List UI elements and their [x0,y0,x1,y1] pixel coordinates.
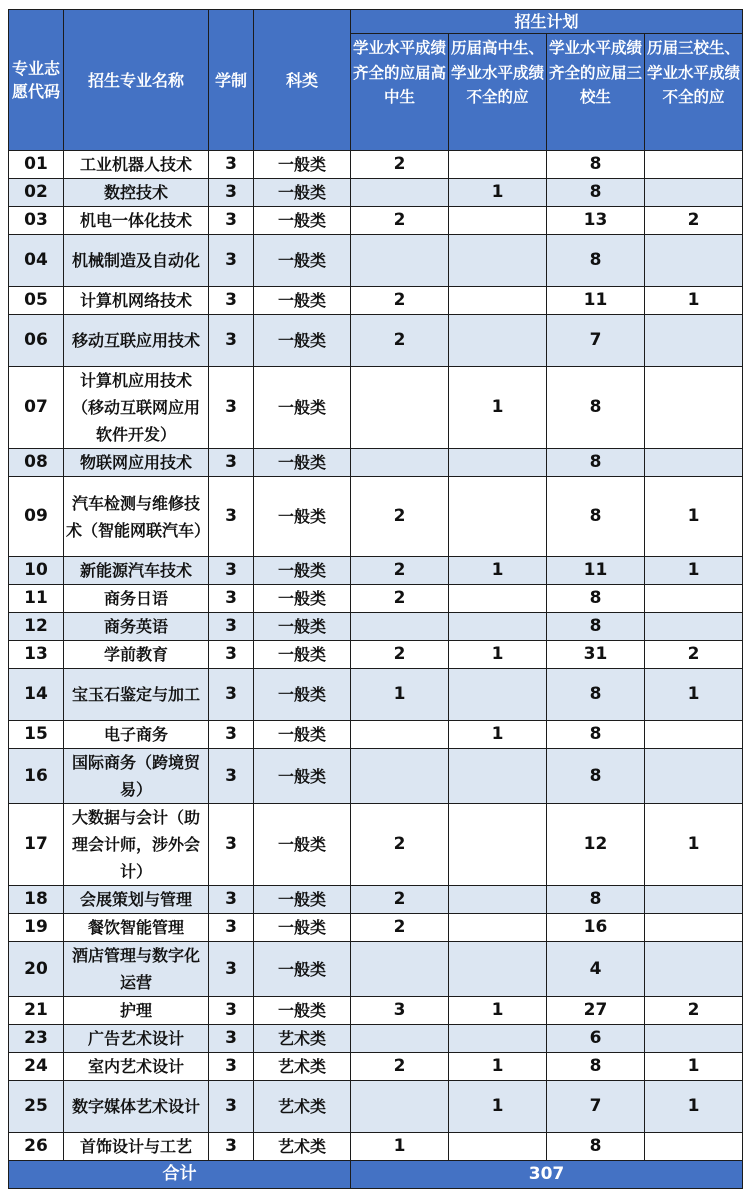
table-row [9,315,743,367]
row-fresh-highschool: 2 [351,1053,449,1081]
row-past-highschool [449,749,547,804]
row-category: 一般类 [254,235,351,287]
row-past-threeschool: 2 [645,207,743,235]
row-past-highschool [449,287,547,315]
header-years: 学制 [209,10,254,151]
row-name: 宝玉石鉴定与加工 [64,669,209,721]
row-fresh-highschool: 2 [351,207,449,235]
table-row [9,997,743,1025]
row-past-threeschool [645,151,743,179]
table-body [9,151,743,1161]
row-category: 一般类 [254,179,351,207]
table-row [9,749,743,804]
row-category: 一般类 [254,942,351,997]
row-past-threeschool: 1 [645,804,743,886]
row-past-threeschool [645,449,743,477]
row-category: 艺术类 [254,1081,351,1133]
row-category: 艺术类 [254,1053,351,1081]
row-past-highschool [449,315,547,367]
table-row [9,1133,743,1161]
row-category: 一般类 [254,315,351,367]
row-code: 04 [9,235,64,287]
table-row [9,179,743,207]
row-years: 3 [209,179,254,207]
table-row [9,235,743,287]
row-past-threeschool: 1 [645,1053,743,1081]
row-past-threeschool: 1 [645,477,743,557]
row-fresh-highschool [351,235,449,287]
row-years: 3 [209,749,254,804]
row-past-highschool: 1 [449,557,547,585]
row-years: 3 [209,557,254,585]
row-name: 计算机应用技术（移动互联网应用软件开发） [64,367,209,449]
row-category: 一般类 [254,914,351,942]
row-past-highschool: 1 [449,367,547,449]
row-years: 3 [209,235,254,287]
table-row [9,613,743,641]
row-years: 3 [209,315,254,367]
row-code: 13 [9,641,64,669]
row-fresh-highschool [351,1025,449,1053]
row-fresh-threeschool: 8 [547,235,645,287]
row-name: 国际商务（跨境贸易） [64,749,209,804]
row-fresh-threeschool: 8 [547,721,645,749]
row-category: 一般类 [254,449,351,477]
table-row [9,449,743,477]
row-past-threeschool [645,235,743,287]
row-fresh-highschool [351,367,449,449]
row-code: 11 [9,585,64,613]
row-name: 物联网应用技术 [64,449,209,477]
row-fresh-threeschool: 8 [547,179,645,207]
row-past-highschool [449,1133,547,1161]
row-name: 计算机网络技术 [64,287,209,315]
table-row [9,1053,743,1081]
row-past-threeschool [645,942,743,997]
row-past-highschool [449,151,547,179]
row-past-highschool [449,914,547,942]
row-name: 移动互联应用技术 [64,315,209,367]
header-category: 科类 [254,10,351,151]
table-row [9,477,743,557]
row-fresh-threeschool: 11 [547,557,645,585]
row-name: 数字媒体艺术设计 [64,1081,209,1133]
row-fresh-threeschool: 8 [547,585,645,613]
row-fresh-highschool: 2 [351,557,449,585]
row-fresh-highschool [351,449,449,477]
row-years: 3 [209,585,254,613]
row-past-highschool [449,477,547,557]
row-code: 01 [9,151,64,179]
row-code: 26 [9,1133,64,1161]
row-name: 首饰设计与工艺 [64,1133,209,1161]
row-fresh-highschool [351,721,449,749]
table-row [9,914,743,942]
row-category: 一般类 [254,557,351,585]
row-past-threeschool [645,749,743,804]
row-past-highschool: 1 [449,641,547,669]
row-code: 24 [9,1053,64,1081]
row-fresh-highschool: 2 [351,287,449,315]
row-fresh-threeschool: 13 [547,207,645,235]
row-fresh-threeschool: 8 [547,1053,645,1081]
row-name: 餐饮智能管理 [64,914,209,942]
row-code: 03 [9,207,64,235]
row-years: 3 [209,1025,254,1053]
row-past-highschool [449,804,547,886]
table-row [9,942,743,997]
row-past-threeschool: 2 [645,641,743,669]
row-fresh-threeschool: 8 [547,477,645,557]
total-value: 307 [351,1161,743,1189]
row-fresh-threeschool: 8 [547,449,645,477]
row-fresh-highschool: 2 [351,315,449,367]
row-code: 02 [9,179,64,207]
row-fresh-threeschool: 27 [547,997,645,1025]
row-category: 一般类 [254,151,351,179]
row-fresh-highschool: 2 [351,886,449,914]
row-years: 3 [209,942,254,997]
row-past-highschool [449,449,547,477]
row-past-threeschool [645,179,743,207]
row-years: 3 [209,997,254,1025]
row-years: 3 [209,151,254,179]
row-code: 10 [9,557,64,585]
row-code: 15 [9,721,64,749]
row-years: 3 [209,1053,254,1081]
table-row [9,287,743,315]
row-years: 3 [209,477,254,557]
row-fresh-highschool: 2 [351,151,449,179]
row-fresh-threeschool: 31 [547,641,645,669]
table-row [9,721,743,749]
row-past-threeschool [645,367,743,449]
row-category: 一般类 [254,477,351,557]
row-past-highschool [449,669,547,721]
row-name: 室内艺术设计 [64,1053,209,1081]
row-fresh-threeschool: 12 [547,804,645,886]
row-category: 一般类 [254,886,351,914]
row-fresh-highschool [351,179,449,207]
row-code: 20 [9,942,64,997]
header-plan: 招生计划 [351,10,743,34]
table-row [9,367,743,449]
table-row [9,1025,743,1053]
table-row [9,207,743,235]
table-row [9,669,743,721]
table-row [9,557,743,585]
row-category: 一般类 [254,367,351,449]
row-years: 3 [209,886,254,914]
row-fresh-highschool [351,613,449,641]
row-fresh-threeschool: 8 [547,151,645,179]
header-code: 专业志愿代码 [9,10,64,151]
row-fresh-highschool: 2 [351,477,449,557]
row-past-highschool: 1 [449,721,547,749]
row-fresh-threeschool: 6 [547,1025,645,1053]
row-fresh-highschool: 2 [351,585,449,613]
row-years: 3 [209,804,254,886]
row-past-threeschool: 1 [645,1081,743,1133]
row-name: 大数据与会计（助理会计师，涉外会计） [64,804,209,886]
row-years: 3 [209,1081,254,1133]
row-category: 艺术类 [254,1025,351,1053]
row-code: 25 [9,1081,64,1133]
row-fresh-highschool: 2 [351,804,449,886]
header-sub-2: 历届高中生、学业水平成绩不全的应 [449,34,547,151]
row-past-highschool [449,942,547,997]
row-category: 一般类 [254,997,351,1025]
row-category: 一般类 [254,287,351,315]
row-code: 12 [9,613,64,641]
row-fresh-threeschool: 8 [547,886,645,914]
total-label: 合计 [9,1161,351,1189]
table-row [9,641,743,669]
row-code: 19 [9,914,64,942]
row-past-threeschool: 1 [645,669,743,721]
row-code: 23 [9,1025,64,1053]
row-past-threeschool [645,914,743,942]
row-fresh-threeschool: 7 [547,1081,645,1133]
row-years: 3 [209,287,254,315]
row-fresh-highschool [351,1081,449,1133]
row-name: 学前教育 [64,641,209,669]
row-past-threeschool [645,721,743,749]
row-name: 机电一体化技术 [64,207,209,235]
row-fresh-threeschool: 8 [547,669,645,721]
header-sub-4: 历届三校生、学业水平成绩不全的应 [645,34,743,151]
row-past-highschool [449,886,547,914]
row-code: 18 [9,886,64,914]
row-fresh-threeschool: 4 [547,942,645,997]
row-name: 会展策划与管理 [64,886,209,914]
row-category: 一般类 [254,804,351,886]
table-row [9,804,743,886]
row-category: 一般类 [254,207,351,235]
row-years: 3 [209,669,254,721]
row-past-threeschool: 1 [645,557,743,585]
row-past-highschool: 1 [449,997,547,1025]
row-fresh-highschool: 1 [351,1133,449,1161]
row-fresh-threeschool: 8 [547,749,645,804]
row-fresh-threeschool: 16 [547,914,645,942]
row-category: 一般类 [254,669,351,721]
row-years: 3 [209,721,254,749]
row-code: 21 [9,997,64,1025]
row-fresh-highschool [351,749,449,804]
row-code: 14 [9,669,64,721]
row-name: 新能源汽车技术 [64,557,209,585]
row-code: 07 [9,367,64,449]
row-years: 3 [209,613,254,641]
row-years: 3 [209,207,254,235]
row-code: 17 [9,804,64,886]
row-name: 商务英语 [64,613,209,641]
row-years: 3 [209,1133,254,1161]
row-fresh-threeschool: 11 [547,287,645,315]
row-code: 16 [9,749,64,804]
row-category: 一般类 [254,641,351,669]
row-category: 艺术类 [254,1133,351,1161]
header-name: 招生专业名称 [64,10,209,151]
row-fresh-threeschool: 8 [547,613,645,641]
row-category: 一般类 [254,721,351,749]
row-name: 工业机器人技术 [64,151,209,179]
row-past-threeschool [645,1133,743,1161]
row-past-highschool [449,235,547,287]
row-name: 电子商务 [64,721,209,749]
row-past-threeschool: 2 [645,997,743,1025]
row-category: 一般类 [254,749,351,804]
row-category: 一般类 [254,613,351,641]
row-past-threeschool [645,315,743,367]
row-past-highschool: 1 [449,1053,547,1081]
row-fresh-threeschool: 8 [547,367,645,449]
row-past-threeschool: 1 [645,287,743,315]
row-years: 3 [209,449,254,477]
table-row [9,1081,743,1133]
row-fresh-threeschool: 7 [547,315,645,367]
row-code: 09 [9,477,64,557]
row-fresh-threeschool: 8 [547,1133,645,1161]
row-code: 08 [9,449,64,477]
row-category: 一般类 [254,585,351,613]
row-fresh-highschool: 1 [351,669,449,721]
row-past-threeschool [645,886,743,914]
row-past-highschool: 1 [449,179,547,207]
row-fresh-highschool: 3 [351,997,449,1025]
row-code: 06 [9,315,64,367]
row-name: 数控技术 [64,179,209,207]
row-past-threeschool [645,613,743,641]
row-years: 3 [209,914,254,942]
row-code: 05 [9,287,64,315]
row-name: 商务日语 [64,585,209,613]
enrollment-plan-table [8,9,743,1189]
row-past-highschool [449,613,547,641]
row-past-highschool [449,207,547,235]
row-fresh-highschool [351,942,449,997]
row-years: 3 [209,641,254,669]
row-name: 机械制造及自动化 [64,235,209,287]
row-fresh-highschool: 2 [351,641,449,669]
row-years: 3 [209,367,254,449]
row-name: 广告艺术设计 [64,1025,209,1053]
table-row [9,585,743,613]
row-past-highschool: 1 [449,1081,547,1133]
row-name: 汽车检测与维修技术（智能网联汽车） [64,477,209,557]
row-past-threeschool [645,1025,743,1053]
row-fresh-highschool: 2 [351,914,449,942]
row-name: 酒店管理与数字化运营 [64,942,209,997]
row-past-threeschool [645,585,743,613]
header-sub-1: 学业水平成绩齐全的应届高中生 [351,34,449,151]
row-past-highschool [449,1025,547,1053]
table-row [9,151,743,179]
header-sub-3: 学业水平成绩齐全的应届三校生 [547,34,645,151]
row-past-highschool [449,585,547,613]
row-name: 护理 [64,997,209,1025]
table-row [9,886,743,914]
